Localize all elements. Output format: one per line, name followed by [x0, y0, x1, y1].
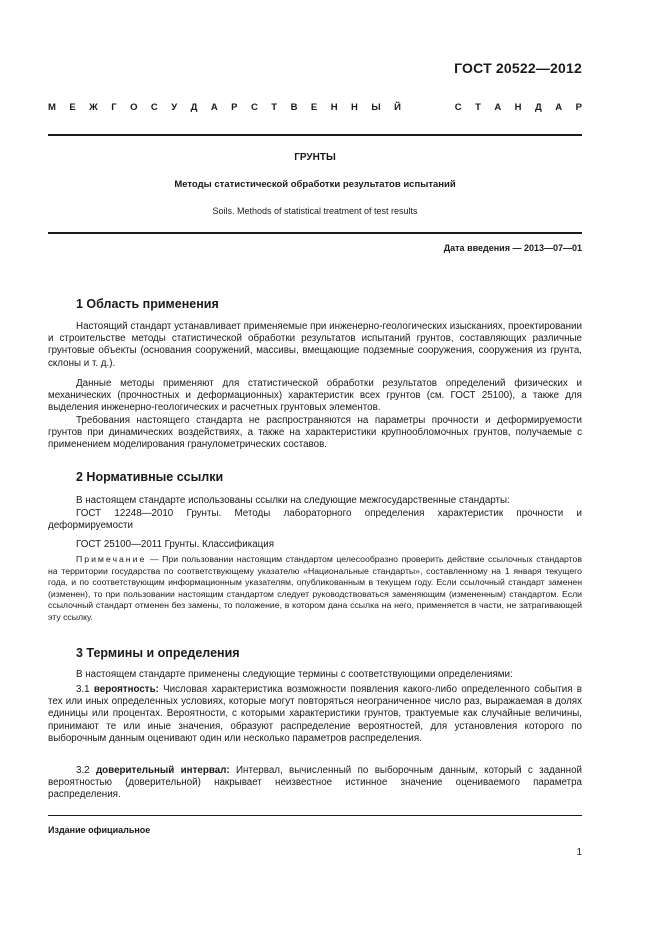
term-name: вероятность: [93, 684, 159, 695]
gost-number: ГОСТ 20522—2012 [454, 60, 582, 76]
section-2-reference-1: ГОСТ 12248—2010 Грунты. Методы лабораторного определения характеристик прочности и деформируемости [48, 508, 582, 532]
section-2-paragraph-1: В настоящем стандарте использованы ссылки на следующие межгосударственные стандарты: [76, 495, 510, 506]
note-label: Примечание [76, 554, 147, 564]
standard-type-letter: Р [575, 102, 582, 113]
standard-type-letter: С [250, 102, 258, 113]
section-1-paragraph-3: Требования настоящего стандарта не распространяются на параметры прочности и деформируемости грунтов при динамических воздействиях, а также на характеристики крупнообломочных грунтов, получаемые с применением моделирования гранулометрических составов. [48, 415, 582, 451]
document-subtitle: Методы статистической обработки результатов испытаний [174, 179, 456, 190]
term-3-1 [48, 684, 582, 745]
term-number: 3.2 [76, 765, 96, 776]
standard-type-letter: С [150, 102, 158, 113]
standard-type-letter: У [171, 102, 178, 113]
title-rule [48, 232, 582, 234]
section-1-paragraph-2: Данные методы применяют для статистической обработки результатов определений физических и механических (прочностных и деформационных) характеристик всех грунтов (см. ГОСТ 25100), а также для выделения инженерно-геологических и расчетных грунтовых элементов. [48, 378, 582, 414]
standard-type-letter: Й [394, 102, 401, 113]
standard-type-letter: М [48, 102, 56, 113]
term-definition: Интервал, вычисленный по выборочным данным, который с заданной вероятностью (доверительной) накрывает неизвестное истинное значение оцениваемого параметра распределения. [48, 765, 583, 801]
term-definition: Числовая характеристика возможности появления какого-либо определенного события в тех или иных определенных условиях, которые могут повторяться неограниченное число раз, выражаемая в долях единицы или процентах. Вероятности, с которыми характеристики грунтов, трактуемые как случайные величины, принимают те или иные значения, образуют распределение вероятностей, для установления которого по выборочным данным оценивают один или несколько параметров распределения. [48, 684, 582, 744]
section-1-paragraph-1: Настоящий стандарт устанавливает применяемые при инженерно-геологических изысканиях, проектировании и строительстве методы статистической обработки результатов испытаний грунтов, составляющих различные грунтовые объекты (основания сооружений, массивы, вмещающие подземные сооружения, сооружения из грунта, склоны и т. д.). [48, 321, 582, 369]
page-number: 1 [576, 847, 582, 858]
standard-type-letter: В [290, 102, 298, 113]
document-title: ГРУНТЫ [294, 152, 336, 163]
standard-type-letter: О [130, 102, 138, 113]
standard-type-letter: Т [475, 102, 481, 113]
standard-type-letter: Р [231, 102, 238, 113]
standard-type-letter: А [210, 102, 218, 113]
standard-type-letter: А [555, 102, 563, 113]
standard-type-letter: С [454, 102, 462, 113]
standard-type-letter: А [494, 102, 502, 113]
document-subtitle-english: Soils. Methods of statistical treatment of test results [212, 206, 418, 216]
note-text: — При пользовании настоящим стандартом целесообразно проверить действие ссылочных стандартов на территории государства по соответствующему указателю «Национальные стандарты», составленному на 1 января текущего года, и по соответствующим информационным указателям, опубликованным в текущем году. Если ссылочный стандарт заменен (изменен), то при пользовании настоящим стандартом следует руководствоваться заменяющим (измененным) стандартом. Если ссылочный стандарт отменен без замены, то положение, в котором дана ссылка на него, применяется в части, не затрагивающей эту ссылку. [48, 554, 582, 622]
term-name: доверительный интервал: [95, 765, 230, 776]
section-3-paragraph-1: В настоящем стандарте применены следующие термины с соответствующими определениями: [76, 669, 513, 680]
edition-label: Издание официальное [48, 825, 151, 835]
top-rule [48, 134, 582, 136]
standard-type-letter: Н [330, 102, 338, 113]
standard-type-letter: Н [514, 102, 522, 113]
standard-type-letter: Ж [89, 102, 98, 113]
introduction-date: Дата введения — 2013—07—01 [443, 243, 582, 253]
standard-type-letter: Т [271, 102, 278, 113]
section-3-heading: 3 Термины и определения [76, 646, 240, 660]
standard-type-letter: Д [190, 102, 198, 113]
section-2-note [48, 554, 582, 623]
term-3-2 [48, 765, 582, 802]
standard-type-letter: Е [69, 102, 76, 113]
section-1-heading: 1 Область применения [76, 297, 219, 311]
standard-type-letter: Г [111, 102, 117, 113]
standard-type-letter: Е [310, 102, 318, 113]
standard-type-letter: Ы [371, 102, 381, 113]
footer-rule [48, 815, 582, 816]
section-2-heading: 2 Нормативные ссылки [76, 470, 224, 484]
term-number: 3.1 [76, 684, 94, 695]
section-2-reference-2: ГОСТ 25100—2011 Грунты. Классификация [76, 539, 275, 550]
standard-type-letter: Д [535, 102, 542, 113]
standard-type-letter: Н [351, 102, 358, 113]
standard-type-header [48, 102, 582, 113]
